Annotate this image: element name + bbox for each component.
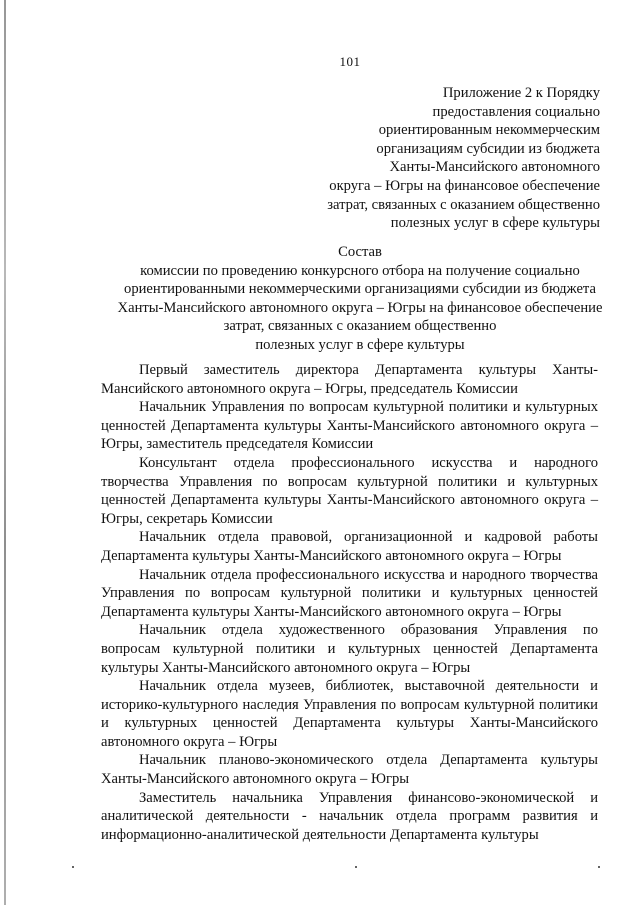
scan-edge-line bbox=[4, 0, 6, 905]
document-heading bbox=[60, 243, 640, 355]
scan-speck bbox=[355, 866, 357, 868]
member-secretary: Консультант отдела профессионального искусства и народного творчества Управления по вопросам культурной политики и культурных ценностей Департамента культуры Ханты-Мансийского автономного округа – Югры, секретарь Комиссии bbox=[101, 454, 598, 527]
member-chairman: Первый заместитель директора Департамента культуры Ханты-Мансийского автономного округа – Югры, председатель Комиссии bbox=[101, 362, 598, 397]
scan-speck bbox=[598, 866, 600, 868]
page-number: 101 bbox=[339, 54, 361, 69]
appendix-line: ориентированным некоммерческим bbox=[378, 122, 600, 139]
appendix-line: затрат, связанных с оказанием общественно bbox=[327, 196, 600, 213]
heading-line: Ханты-Мансийского автономного округа – Югры на финансовое обеспечение bbox=[117, 299, 603, 316]
appendix-line: Приложение 2 к Порядку bbox=[442, 85, 600, 101]
appendix-line: округа – Югры на финансовое обеспечение bbox=[329, 177, 600, 194]
appendix-line: Ханты-Мансийского автономного bbox=[389, 159, 600, 176]
heading-line: полезных услуг в сфере культуры bbox=[255, 336, 465, 353]
appendix-line: полезных услуг в сфере культуры bbox=[390, 215, 600, 232]
member-deputy-chairman: Начальник Управления по вопросам культурной политики и культурных ценностей Департамента культуры Ханты-Мансийского автономного округа – Югры, заместитель председателя Комиссии bbox=[101, 399, 598, 453]
heading-title: Состав bbox=[338, 244, 382, 260]
appendix-reference bbox=[240, 84, 600, 233]
member-item: Начальник планово-экономического отдела Департамента культуры Ханты-Мансийского автономного округа – Югры bbox=[101, 752, 598, 788]
appendix-line: организациям субсидии из бюджета bbox=[376, 140, 600, 157]
appendix-line: предоставления социально bbox=[432, 103, 600, 120]
commission-members-list bbox=[101, 361, 598, 844]
heading-line: комиссии по проведению конкурсного отбора на получение социально bbox=[140, 262, 580, 279]
heading-line: ориентированными некоммерческими организациями субсидии из бюджета bbox=[124, 281, 596, 298]
scan-speck bbox=[72, 866, 74, 868]
member-item: Начальник отдела профессионального искусства и народного творчества Управления по вопросам культурной политики и культурных ценностей Департамента культуры Ханты-Мансийского автономного округа – Югры bbox=[101, 566, 598, 620]
heading-line: затрат, связанных с оказанием общественно bbox=[223, 318, 497, 335]
member-item: Заместитель начальника Управления финансово-экономической и аналитической деятельности - начальник отдела программ развития и информационно-аналитической деятельности Департамента культуры bbox=[101, 789, 598, 843]
member-item: Начальник отдела художественного образования Управления по вопросам культурной политики и культурных ценностей Департамента культуры Ханты-Мансийского автономного округа – Югры bbox=[101, 622, 598, 676]
member-item: Начальник отдела правовой, организационной и кадровой работы Департамента культуры Ханты-Мансийского автономного округа – Югры bbox=[101, 529, 598, 564]
member-item: Начальник отдела музеев, библиотек, выставочной деятельности и историко-культурного наследия Управления по вопросам культурной политики и культурных ценностей Департамента культуры Ханты-Мансийского автономного округа – Югры bbox=[101, 678, 598, 750]
